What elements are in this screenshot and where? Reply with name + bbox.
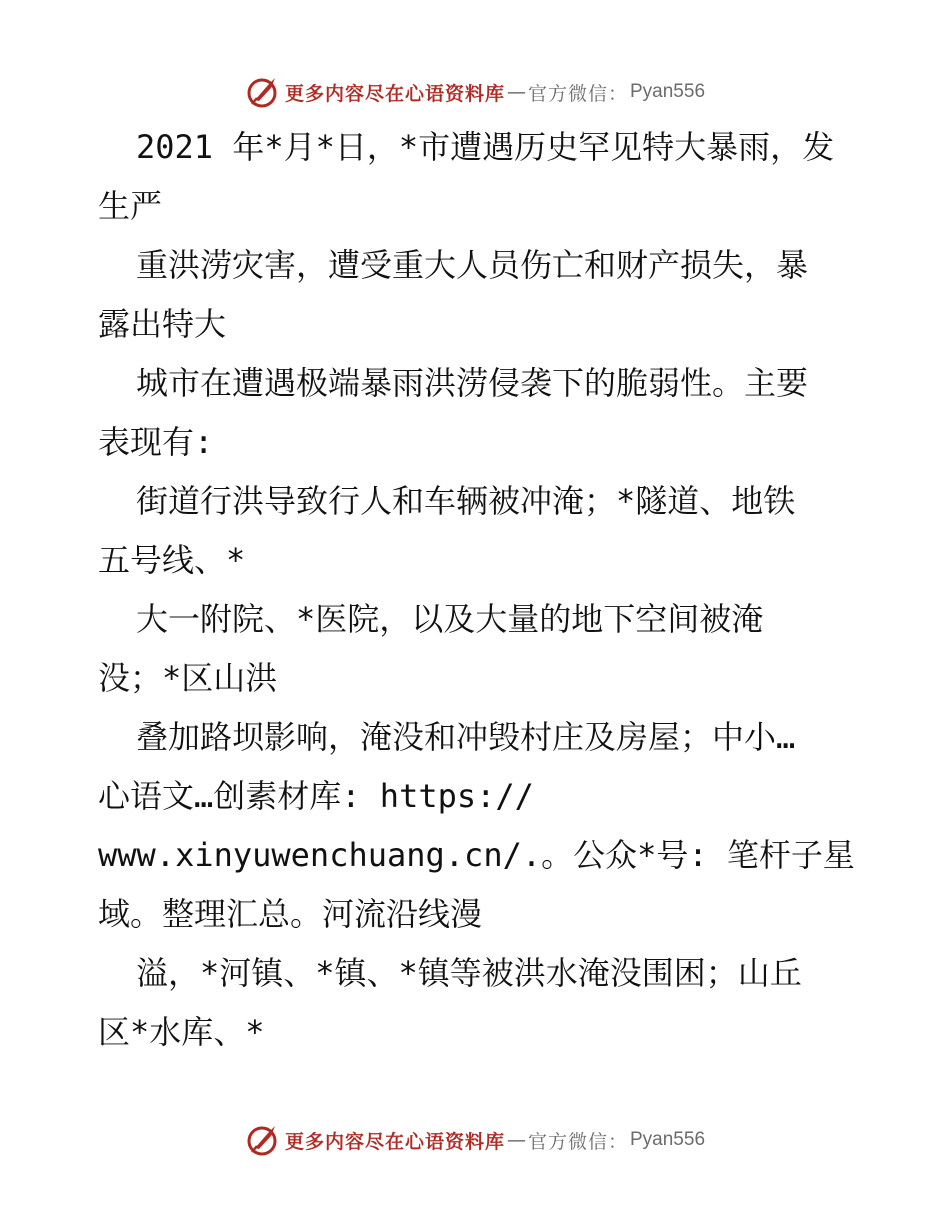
banner-account: Pyan556	[630, 81, 706, 102]
text-line: 生严	[98, 187, 163, 225]
header-banner	[0, 72, 950, 112]
text-line: 表现有:	[98, 423, 214, 461]
text-line: 重洪涝灾害，遭受重大人员伤亡和财产损失，暴	[136, 246, 809, 284]
text-line: 没；*区山洪	[98, 659, 278, 697]
text-line: 叠加路坝影响，淹没和冲毁村庄及房屋；中小…	[136, 718, 796, 756]
text-line: 心语文…创素材库: https://	[98, 777, 534, 815]
quill-circle-logo-icon	[245, 74, 281, 110]
banner-wechat-label: 官方微信：	[527, 1130, 628, 1153]
text-line: 街道行洪导致行人和车辆被冲淹；*隧道、地铁	[136, 482, 796, 520]
text-line: www.xinyuwenchuang.cn/.。公众*号: 笔杆子星	[98, 836, 855, 874]
text-line: 区*水库、*	[98, 1013, 265, 1051]
banner-wechat-label: 官方微信：	[527, 82, 628, 105]
text-line: 五号线、*	[98, 541, 246, 579]
text-line: 露出特大	[98, 305, 227, 343]
banner-account: Pyan556	[630, 1129, 706, 1150]
text-line: 溢，*河镇、*镇、*镇等被洪水淹没围困；山丘	[136, 954, 802, 992]
document-body	[98, 118, 858, 1062]
banner-brand: 更多内容尽在心语资料库	[284, 1130, 505, 1153]
text-line: 城市在遭遇极端暴雨洪涝侵袭下的脆弱性。主要	[136, 364, 809, 402]
banner-separator: —	[506, 1129, 526, 1151]
banner-brand: 更多内容尽在心语资料库	[284, 82, 505, 105]
quill-circle-logo-icon	[245, 1122, 281, 1158]
banner-separator: —	[506, 81, 526, 103]
text-line: 2021 年*月*日，*市遭遇历史罕见特大暴雨，发	[136, 128, 835, 166]
text-line: 域。整理汇总。河流沿线漫	[98, 895, 483, 933]
footer-banner	[0, 1120, 950, 1160]
text-line: 大一附院、*医院，以及大量的地下空间被淹	[136, 600, 764, 638]
